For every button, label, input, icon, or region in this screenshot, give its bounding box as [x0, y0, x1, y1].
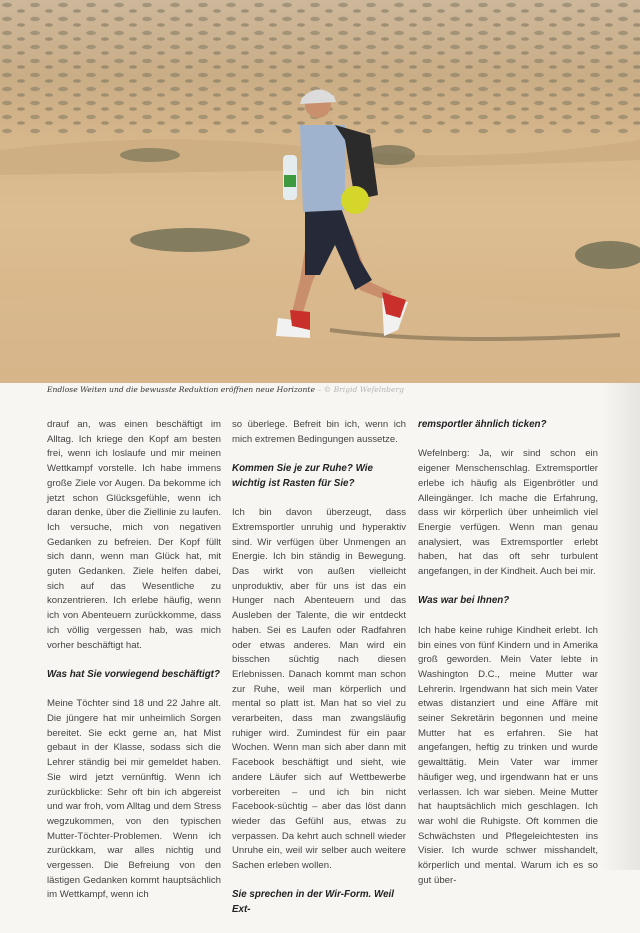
desert-runner-image: [0, 0, 640, 383]
interview-question: Sie sprechen in der Wir-Form. Weil Ext-: [232, 889, 394, 916]
caption-text: Endlose Weiten und die bewusste Reduktion eröffnen neue Horizonte: [47, 385, 315, 394]
body-paragraph: Meine Töchter sind 18 und 22 Jahre alt. Die jüngere hat mir unheimlich Sorgen bereitet. Sie eckt gerne an, hat Mist gebaut in der Klasse, sodass sich die Lehrer ständig bei mir gemeldet haben. Sie wird jetzt vernünftig. Wenn ich zurückblicke: Sehr oft bin ich abgereist und war froh, vom Alltag und dem Stress wegzukommen, von den typischen Mutter-Töchter-Problemen. Wenn ich zurückkam, war alles nichtig und vergessen. Die Befreiung von den lästigen Gedanken kommt hauptsächlich im Wettkampf, wenn ich: [47, 698, 221, 901]
photo-credit: – © Brigid Wefelnberg: [314, 385, 404, 394]
article-column-1: [47, 418, 221, 918]
interview-question: remsportler ähnlich ticken?: [418, 419, 547, 430]
article-photo: [0, 0, 640, 383]
page-gutter-shadow: [600, 383, 640, 870]
body-paragraph: Ich habe keine ruhige Kindheit erlebt. Ich bin eines von fünf Kindern und in Amerika groß geworden. Mein Vater lebte in Washington D.C., meine Mutter war Lehrerin. Irgendwann hat sich mein Vater etwas distanziert und eine Affäre mit seiner Sekretärin begonnen und meine Mutter hat es erfahren. Sie hat angefangen, heftig zu trinken und wurde gewalttätig. Mein Vater war immer häufiger weg, und irgendwann hat er uns verlassen. Ich war sieben. Meine Mutter hat hauptsächlich mich geschlagen. Ich war wohl die Ruhigste. Oft kommen die Schwächsten und Pflegeleichtesten ins Visier. Ich wurde schwer misshandelt, körperlich und mental. Warum ich es so gut über-: [418, 624, 598, 886]
body-paragraph: so überlege. Befreit bin ich, wenn ich mich extremen Bedingungen aussetze.: [232, 419, 406, 445]
article-column-3: [418, 418, 598, 903]
interview-question: Was hat Sie vorwiegend beschäftigt?: [47, 668, 220, 680]
body-paragraph: drauf an, was einen beschäftigt im Alltag. Ich kriege den Kopf am besten frei, wenn ich loslaufe und mir meinen Wettkampf vorstelle. Ich habe immens große Ziele vor Augen. Da bekomme ich jetzt schon Glücksgefühle, wenn ich daran denke, über die Ziellinie zu laufen. Ich versuche, mich von negativen Gedanken zu befreien. Der Kopf füllt sich dann, wenn man Glück hat, mit guten Gedanken. Ziele helfen dabei, sich auf das Wesentliche zu konzentrieren. Ich erlebe häufig, wenn ich von Abenteuern zurückkomme, dass ich völlig vergessen hab, was mich vorher beschäftigt hat.: [47, 419, 221, 651]
photo-caption: [47, 385, 404, 394]
interview-question: Was war bei Ihnen?: [418, 595, 510, 607]
body-paragraph: Ich bin davon überzeugt, dass Extremsportler unruhig und hyperaktiv sind. Wir verfügen über Unmengen an Energie. Ich bin ständig in Bewegung. Das wirkt von außen vielleicht unproduktiv, aber für uns ist das ein Hunger nach Abenteuern und das Ausleben der Talente, die wir entdeckt haben. Sei es Laufen oder Radfahren oder etwas anderes. Man wird ein bisschen süchtig nach diesen Erlebnissen. Danach kommt man schon zur Ruhe, weil man körperlich und mental so platt ist. Man hat so viel zu verarbeiten, dass man zwangsläufig ruhiger wird. Zumindest für ein paar Wochen. Wenn man sich aber dann mit Facebook beschäftigt und sieht, wie andere Läufer sich auf Wettbewerbe vorbereiten – und ich bin nicht Facebook-süchtig – aber das löst dann wieder das Gefühl aus, etwas zu verpassen. Da kehrt auch schnell wieder Unruhe ein, weil wir selber auch weitere Sachen erleben wollen.: [232, 507, 406, 872]
article-column-2: [232, 418, 406, 933]
body-paragraph: Wefelnberg: Ja, wir sind schon ein eigener Menschenschlag. Extremsportler erlebe ich häufig als Eigenbrötler und Alleingänger. Ich mache die Erfahrung, dass wir körperlich über unheimlich viel Energie verfügen. Wenn man genau analysiert, was Extremsportler erlebt haben, hat das oft sehr turbulent angefangen, in der Kindheit. Auch bei mir.: [418, 448, 598, 578]
interview-question: Kommen Sie je zur Ruhe? Wie wichtig ist Rasten für Sie?: [232, 463, 373, 489]
